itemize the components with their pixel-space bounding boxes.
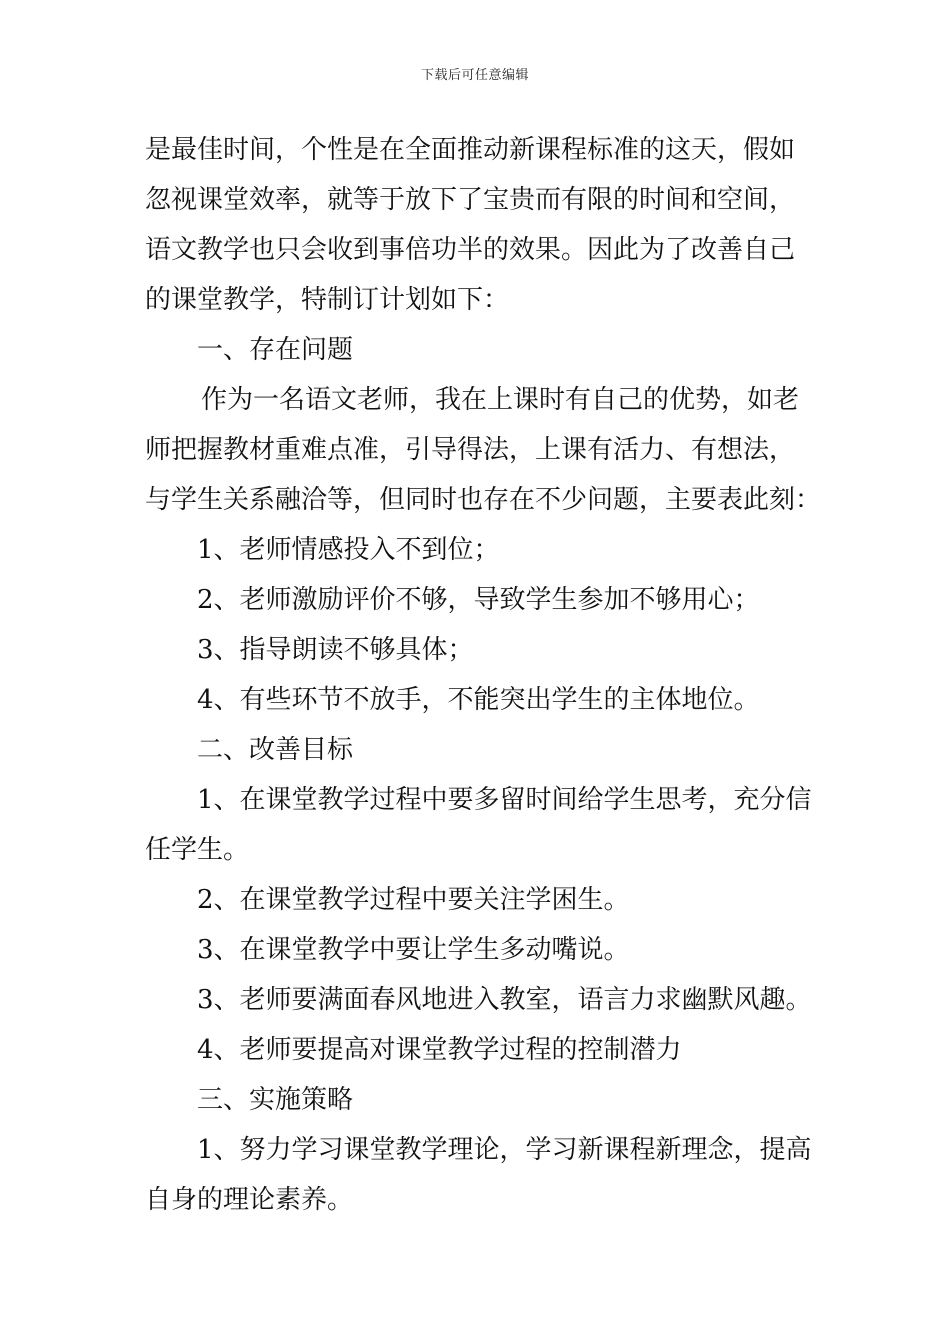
list-item: 3、指导朗读不够具体； <box>197 635 474 665</box>
paragraph-line: 忽视课堂效率，就等于放下了宝贵而有限的时间和空间， <box>145 185 796 215</box>
paragraph-line: 语文教学也只会收到事倍功半的效果。因此为了改善自己 <box>145 235 796 265</box>
list-item: 1、老师情感投入不到位； <box>197 535 500 565</box>
list-item: 3、在课堂教学中要让学生多动嘴说。 <box>197 935 630 965</box>
list-item: 1、在课堂教学过程中要多留时间给学生思考，充分信 <box>197 785 812 815</box>
list-item: 4、老师要提高对课堂教学过程的控制潜力 <box>197 1035 682 1065</box>
document-body <box>145 125 822 1225</box>
paragraph-line: 师把握教材重难点准，引导得法，上课有活力、有想法， <box>145 435 796 465</box>
paragraph-line: 作为一名语文老师，我在上课时有自己的优势，如老 <box>201 385 800 415</box>
section-heading: 三、实施策略 <box>197 1085 354 1115</box>
paragraph-line: 任学生。 <box>145 835 250 865</box>
paragraph-line: 的课堂教学，特制订计划如下： <box>145 285 510 315</box>
header-note: 下载后可任意编辑 <box>420 68 529 83</box>
section-heading: 二、改善目标 <box>197 735 354 765</box>
list-item: 2、老师激励评价不够，导致学生参加不够用心； <box>197 585 760 615</box>
list-item: 3、老师要满面春风地进入教室，语言力求幽默风趣。 <box>197 985 812 1015</box>
list-item: 1、努力学习课堂教学理论，学习新课程新理念，提高 <box>197 1135 812 1165</box>
paragraph-line: 是最佳时间，个性是在全面推动新课程标准的这天，假如 <box>145 135 796 165</box>
list-item: 4、有些环节不放手，不能突出学生的主体地位。 <box>197 685 760 715</box>
paragraph-line: 与学生关系融洽等，但同时也存在不少问题，主要表此刻： <box>145 485 822 515</box>
section-heading: 一、存在问题 <box>197 335 354 365</box>
list-item: 2、在课堂教学过程中要关注学困生。 <box>197 885 630 915</box>
paragraph-line: 自身的理论素养。 <box>145 1185 354 1215</box>
